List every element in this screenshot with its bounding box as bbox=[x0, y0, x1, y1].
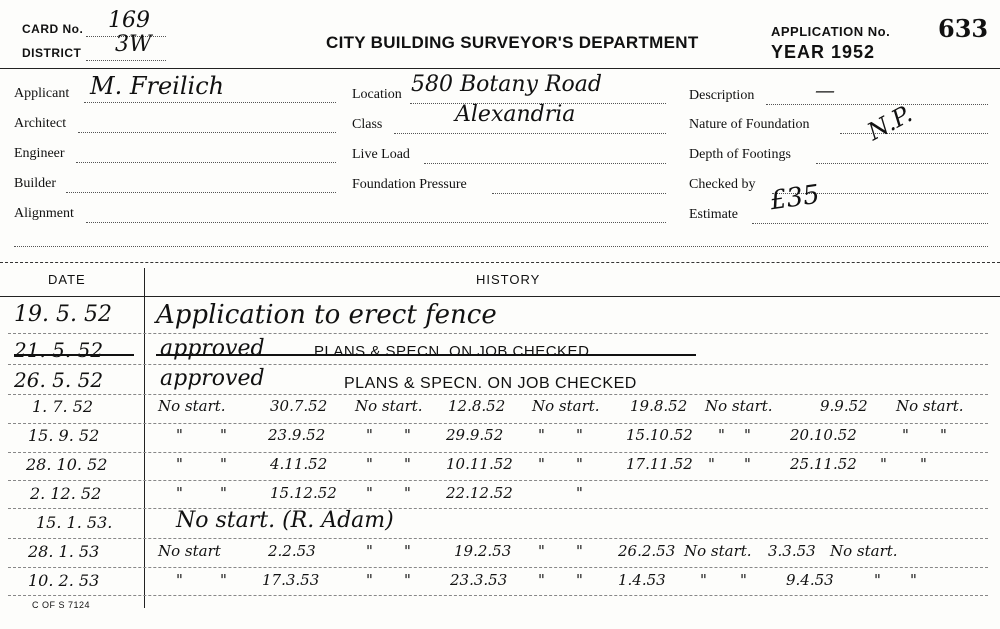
row-9-ditto: " bbox=[576, 571, 583, 589]
row-9-ditto: " bbox=[176, 571, 183, 589]
description-value: — bbox=[815, 78, 835, 102]
row-9-date: 10. 2. 53 bbox=[28, 571, 100, 590]
row-9-date-entry: 9.4.53 bbox=[786, 571, 834, 589]
row-4-ditto: " bbox=[176, 426, 183, 444]
row-5-ditto: " bbox=[538, 455, 545, 473]
row-5-ditto: " bbox=[744, 455, 751, 473]
row-3-entry-0: No start. bbox=[158, 397, 226, 415]
district-label: DISTRICT bbox=[22, 46, 82, 60]
builder-label: Builder bbox=[14, 176, 56, 191]
class-label: Class bbox=[352, 117, 383, 132]
class-value: Alexandria bbox=[455, 102, 576, 127]
row-6-ditto: " bbox=[176, 484, 183, 502]
row-9-date-entry: 17.3.53 bbox=[262, 571, 320, 589]
location-value: 580 Botany Road bbox=[411, 72, 602, 97]
row-4-date: 15. 9. 52 bbox=[28, 426, 100, 445]
row-4-date-entry: 15.10.52 bbox=[626, 426, 693, 444]
year-label: YEAR 1952 bbox=[771, 42, 876, 62]
row-3-entry-5: 19.8.52 bbox=[630, 397, 688, 415]
row-9-ditto: " bbox=[700, 571, 707, 589]
row-5-date-entry: 17.11.52 bbox=[626, 455, 693, 473]
row-4-ditto: " bbox=[940, 426, 947, 444]
row-5-ditto: " bbox=[576, 455, 583, 473]
row-9-ditto: " bbox=[366, 571, 373, 589]
row-9-ditto: " bbox=[404, 571, 411, 589]
row-9-ditto: " bbox=[740, 571, 747, 589]
row-5-date-entry: 25.11.52 bbox=[790, 455, 857, 473]
estimate-label: Estimate bbox=[689, 207, 738, 222]
history-column-header: HISTORY bbox=[476, 272, 541, 287]
row-6-ditto: " bbox=[220, 484, 227, 502]
estimate-value: £35 bbox=[768, 179, 822, 217]
row-8-ditto: " bbox=[366, 542, 373, 560]
row-4-ditto: " bbox=[404, 426, 411, 444]
row-1-stamp: PLANS & SPECN. ON JOB CHECKED bbox=[314, 343, 590, 360]
table-top-rule bbox=[0, 262, 1000, 263]
row-8-entry: 2.2.53 bbox=[268, 542, 316, 560]
row-8-date: 28. 1. 53 bbox=[28, 542, 100, 561]
row-9-date-entry: 1.4.53 bbox=[618, 571, 666, 589]
row-5-ditto: " bbox=[708, 455, 715, 473]
row-5-ditto: " bbox=[366, 455, 373, 473]
nature-of-foundation-label: Nature of Foundation bbox=[689, 117, 810, 132]
location-label: Location bbox=[352, 87, 402, 102]
row-4-date-entry: 29.9.52 bbox=[446, 426, 504, 444]
row-8-ditto: " bbox=[404, 542, 411, 560]
row-4-ditto: " bbox=[902, 426, 909, 444]
header-rule bbox=[0, 68, 1000, 69]
row-0-history: Application to erect fence bbox=[156, 300, 497, 330]
row-8-ditto: " bbox=[538, 542, 545, 560]
row-8-entry: No start. bbox=[684, 542, 752, 560]
row-3-entry-4: No start. bbox=[532, 397, 600, 415]
row-9-ditto: " bbox=[220, 571, 227, 589]
row-6-ditto: " bbox=[366, 484, 373, 502]
row-5-date-entry: 10.11.52 bbox=[446, 455, 513, 473]
row-8-entry: 3.3.53 bbox=[768, 542, 816, 560]
row-3-entry-6: No start. bbox=[705, 397, 773, 415]
engineer-label: Engineer bbox=[14, 146, 65, 161]
row-3-entry-1: 30.7.52 bbox=[270, 397, 328, 415]
row-1-approval: approved bbox=[160, 336, 265, 361]
application-no-value: 633 bbox=[938, 14, 989, 43]
row-6-date-entry: 22.12.52 bbox=[446, 484, 513, 502]
district-line bbox=[86, 60, 166, 61]
description-label: Description bbox=[689, 88, 755, 103]
row-0-date: 19. 5. 52 bbox=[14, 302, 112, 327]
architect-label: Architect bbox=[14, 116, 67, 131]
form-code: C OF S 7124 bbox=[32, 600, 91, 610]
row-5-ditto: " bbox=[176, 455, 183, 473]
row-4-ditto: " bbox=[220, 426, 227, 444]
live-load-label: Live Load bbox=[352, 147, 410, 162]
row-5-date: 28. 10. 52 bbox=[26, 455, 108, 474]
row-9-ditto: " bbox=[910, 571, 917, 589]
row-9-date-entry: 23.3.53 bbox=[450, 571, 508, 589]
row-6-date-entry: 15.12.52 bbox=[270, 484, 337, 502]
card-no-label: CARD No. bbox=[22, 22, 84, 36]
row-4-ditto: " bbox=[366, 426, 373, 444]
table-header-rule bbox=[0, 296, 1000, 297]
row-9-ditto: " bbox=[874, 571, 881, 589]
row-1-date: 21. 5. 52 bbox=[14, 338, 104, 362]
row-1-date-strike bbox=[14, 354, 134, 356]
department-title: CITY BUILDING SURVEYOR'S DEPARTMENT bbox=[326, 33, 699, 52]
row-2-approval: approved bbox=[160, 366, 265, 391]
row-7-history: No start. (R. Adam) bbox=[176, 508, 394, 533]
row-5-ditto: " bbox=[220, 455, 227, 473]
date-column-header: DATE bbox=[48, 272, 86, 287]
row-4-date-entry: 23.9.52 bbox=[268, 426, 326, 444]
depth-of-footings-label: Depth of Footings bbox=[689, 147, 791, 162]
row-5-date-entry: 4.11.52 bbox=[270, 455, 328, 473]
row-3-entry-8: No start. bbox=[896, 397, 964, 415]
foundation-pressure-label: Foundation Pressure bbox=[352, 177, 467, 192]
row-6-ditto: " bbox=[576, 484, 583, 502]
row-8-ditto: " bbox=[576, 542, 583, 560]
row-6-ditto: " bbox=[404, 484, 411, 502]
row-3-entry-2: No start. bbox=[355, 397, 423, 415]
row-5-ditto: " bbox=[920, 455, 927, 473]
row-7-date: 15. 1. 53. bbox=[36, 513, 113, 532]
row-3-entry-7: 9.9.52 bbox=[820, 397, 868, 415]
alignment-label: Alignment bbox=[14, 206, 74, 221]
row-2-date: 26. 5. 52 bbox=[14, 368, 104, 392]
row-8-entry: No start bbox=[158, 542, 221, 560]
application-no-label: APPLICATION No. bbox=[771, 24, 891, 39]
date-column-divider bbox=[144, 268, 145, 608]
row-3-entry-3: 12.8.52 bbox=[448, 397, 506, 415]
row-4-date-entry: 20.10.52 bbox=[790, 426, 857, 444]
checked-by-label: Checked by bbox=[689, 177, 756, 192]
row-1-history-strike bbox=[156, 354, 696, 356]
blank-line bbox=[14, 246, 988, 247]
row-4-ditto: " bbox=[538, 426, 545, 444]
card-no-value: 169 bbox=[108, 8, 150, 33]
row-8-entry: 19.2.53 bbox=[454, 542, 512, 560]
row-4-ditto: " bbox=[744, 426, 751, 444]
row-4-ditto: " bbox=[576, 426, 583, 444]
row-9-ditto: " bbox=[538, 571, 545, 589]
row-8-entry: No start. bbox=[830, 542, 898, 560]
nature-of-foundation-value: N.P. bbox=[862, 99, 917, 146]
row-3-date: 1. 7. 52 bbox=[32, 397, 94, 416]
row-5-ditto: " bbox=[404, 455, 411, 473]
row-4-ditto: " bbox=[718, 426, 725, 444]
row-6-date: 2. 12. 52 bbox=[30, 484, 102, 503]
applicant-label: Applicant bbox=[14, 86, 70, 101]
row-5-ditto: " bbox=[880, 455, 887, 473]
district-value: 3W bbox=[115, 32, 152, 57]
row-2-stamp: PLANS & SPECN. ON JOB CHECKED bbox=[344, 375, 637, 392]
applicant-value: M. Freilich bbox=[90, 72, 225, 100]
row-8-entry: 26.2.53 bbox=[618, 542, 676, 560]
